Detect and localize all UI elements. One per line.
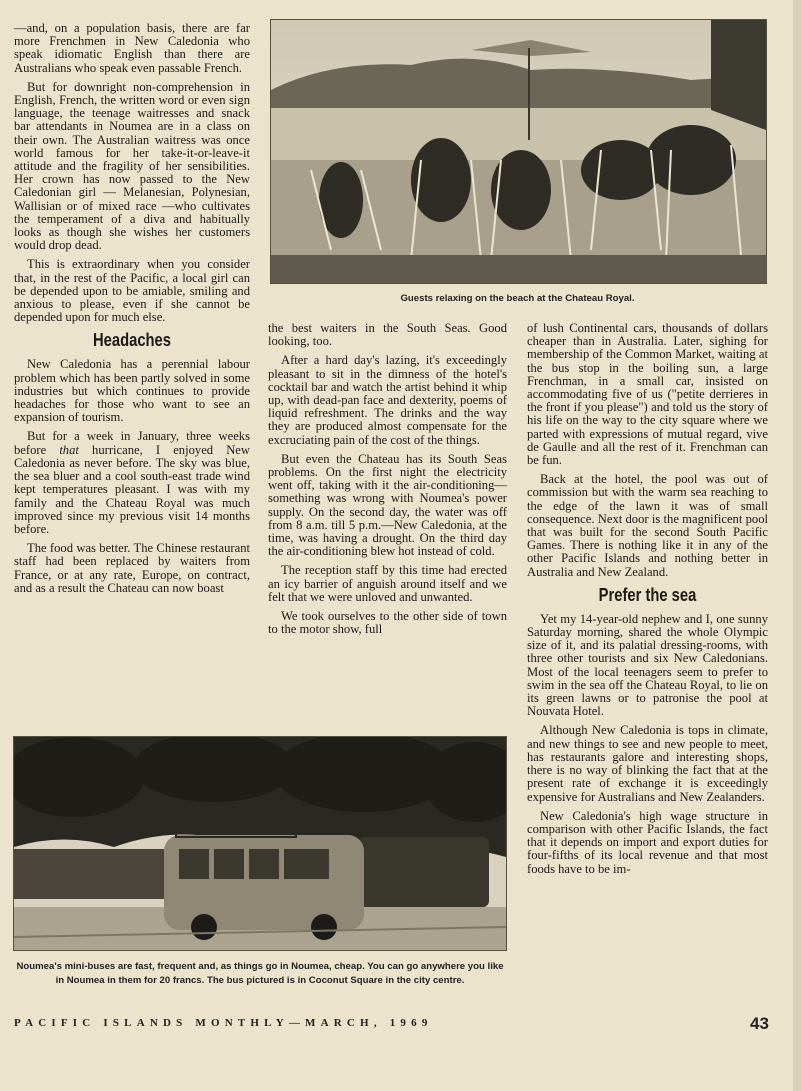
paragraph: But for a week in January, three weeks before that hurricane, I enjoyed New Caledonia as never before. The sky was blue, the sea bluer and a cool south-east trade wind kept temperatures pleasant. I was with my family and the Chateau Royal was much improved since my previous visit 14 months before. xyxy=(14,429,250,536)
paragraph: Back at the hotel, the pool was out of commission but with the warm sea reaching to the edge of the lawn it was of small consequence. Next door is the magnificent pool that was built for the second South Pacific Games. There is nothing like it in any of the other Pacific Islands and nothing better in Australia and New Zealand. xyxy=(527,472,768,579)
beach-photo-image xyxy=(271,20,766,283)
bus-photo-image xyxy=(14,737,506,950)
paragraph: —and, on a population basis, there are far more Frenchmen in New Caledonia who speak idiomatic English than there are Australians who speak even passable French. xyxy=(14,21,250,75)
paragraph: the best waiters in the South Seas. Good looking, too. xyxy=(268,321,507,349)
footer-publication: PACIFIC ISLANDS MONTHLY—MARCH, 1969 xyxy=(14,1017,433,1029)
paragraph: This is extraordinary when you consider that, in the rest of the Pacific, a local girl can be depended upon to be amiable, smiling and anxious to please, even if she cannot be depended upon for much else. xyxy=(14,257,250,325)
page-number: 43 xyxy=(750,1014,769,1033)
paragraph: Although New Caledonia is tops in climate, and new things to see and new people to meet, has restaurants galore and interesting shops, there is no way of blinking the fact that at the present rate of exchange it is exceedingly expensive for Australians and New Zealanders. xyxy=(527,723,768,804)
bus-photo-caption: Noumea's mini-buses are fast, frequent and, as things go in Noumea, cheap. You can go anywhere you like in Noumea in them for 20 francs. The bus pictured is in Coconut Square in the city centre. xyxy=(16,961,504,986)
column-2 xyxy=(268,322,507,642)
column-3 xyxy=(527,322,768,882)
beach-photo-caption: Guests relaxing on the beach at the Chateau Royal. xyxy=(400,293,635,304)
column-1 xyxy=(14,22,250,601)
section-heading-headaches: Headaches xyxy=(93,330,171,351)
section-heading-prefer-the-sea: Prefer the sea xyxy=(598,584,697,605)
paragraph: But even the Chateau has its South Seas problems. On the first night the electricity went off, taking with it the air-conditioning—something was wrong with Noumea's power supply. On the second day, the water was off from 8 a.m. till 5 p.m.—New Caledonia, at the time, was having a drought. On the third day the air-conditioning blew hot instead of cold. xyxy=(268,451,507,559)
paragraph: The reception staff by this time had erected an icy barrier of anguish around itself and we felt that we were unloved and unwanted. xyxy=(268,563,507,604)
bus-photo xyxy=(13,736,507,951)
paragraph: of lush Continental cars, thousands of dollars cheaper than in Australia. Later, sighing for membership of the Common Market, waiting at the bus stop in the boiling sun, a large Frenchman, in a small car, insisted on accommodating five of us ("petite derrieres in the front if you please") and told us the story of his life on the way to the city square where we parted with expressions of mutual regard, vive de Gaulle and all the rest of it. Frenchman can be fun. xyxy=(527,321,768,468)
beach-photo xyxy=(270,19,767,284)
page-edge xyxy=(793,0,801,1091)
paragraph: But for downright non-comprehension in English, French, the written word or even sign language, the teenage waitresses and snack bar attendants in Noumea are in a class on their own. The Australian waitress was once world famous for her take-it-or-leave-it attitude and the fragility of her sensibilities. Her crown has now passed to the New Caledonian girl — Melanesian, Polynesian, Wallisian or of mixed race —who cultivates the temperament of a diva and habitually looks as though she wishes her customers would drop dead. xyxy=(14,79,250,253)
paragraph: After a hard day's lazing, it's exceedingly pleasant to sit in the dimness of the hotel's cocktail bar and watch the artist behind it whip up, with dead-pan face and dexterity, poems of liquid refreshment. The drinks and the way they are produced almost compensate for the excruciating pain of the cost of the things. xyxy=(268,353,507,447)
paragraph: The food was better. The Chinese restaurant staff had been replaced by waiters from France, or at any rate, Europe, on contract, and as a result the Chateau can now boast xyxy=(14,541,250,595)
paragraph: We took ourselves to the other side of town to the motor show, full xyxy=(268,609,507,637)
paragraph: New Caledonia has a perennial labour problem which has been partly solved in some industries but which continues to provide headaches for those who want to see an expansion of tourism. xyxy=(14,357,250,425)
paragraph: Yet my 14-year-old nephew and I, one sunny Saturday morning, shared the whole Olympic size of it, and its palatial dressing-rooms, with three other tourists and six New Caledonians. Most of the local teenagers seem to prefer to swim in the sea off the Chateau Royal, to lie on its green lawns or to patronise the pool at Nouvata Hotel. xyxy=(527,611,768,719)
paragraph: New Caledonia's high wage structure in comparison with other Pacific Islands, the fact that it depends on import and export duties for four-fifths of its local revenue and that most foods have to be im- xyxy=(527,808,768,876)
